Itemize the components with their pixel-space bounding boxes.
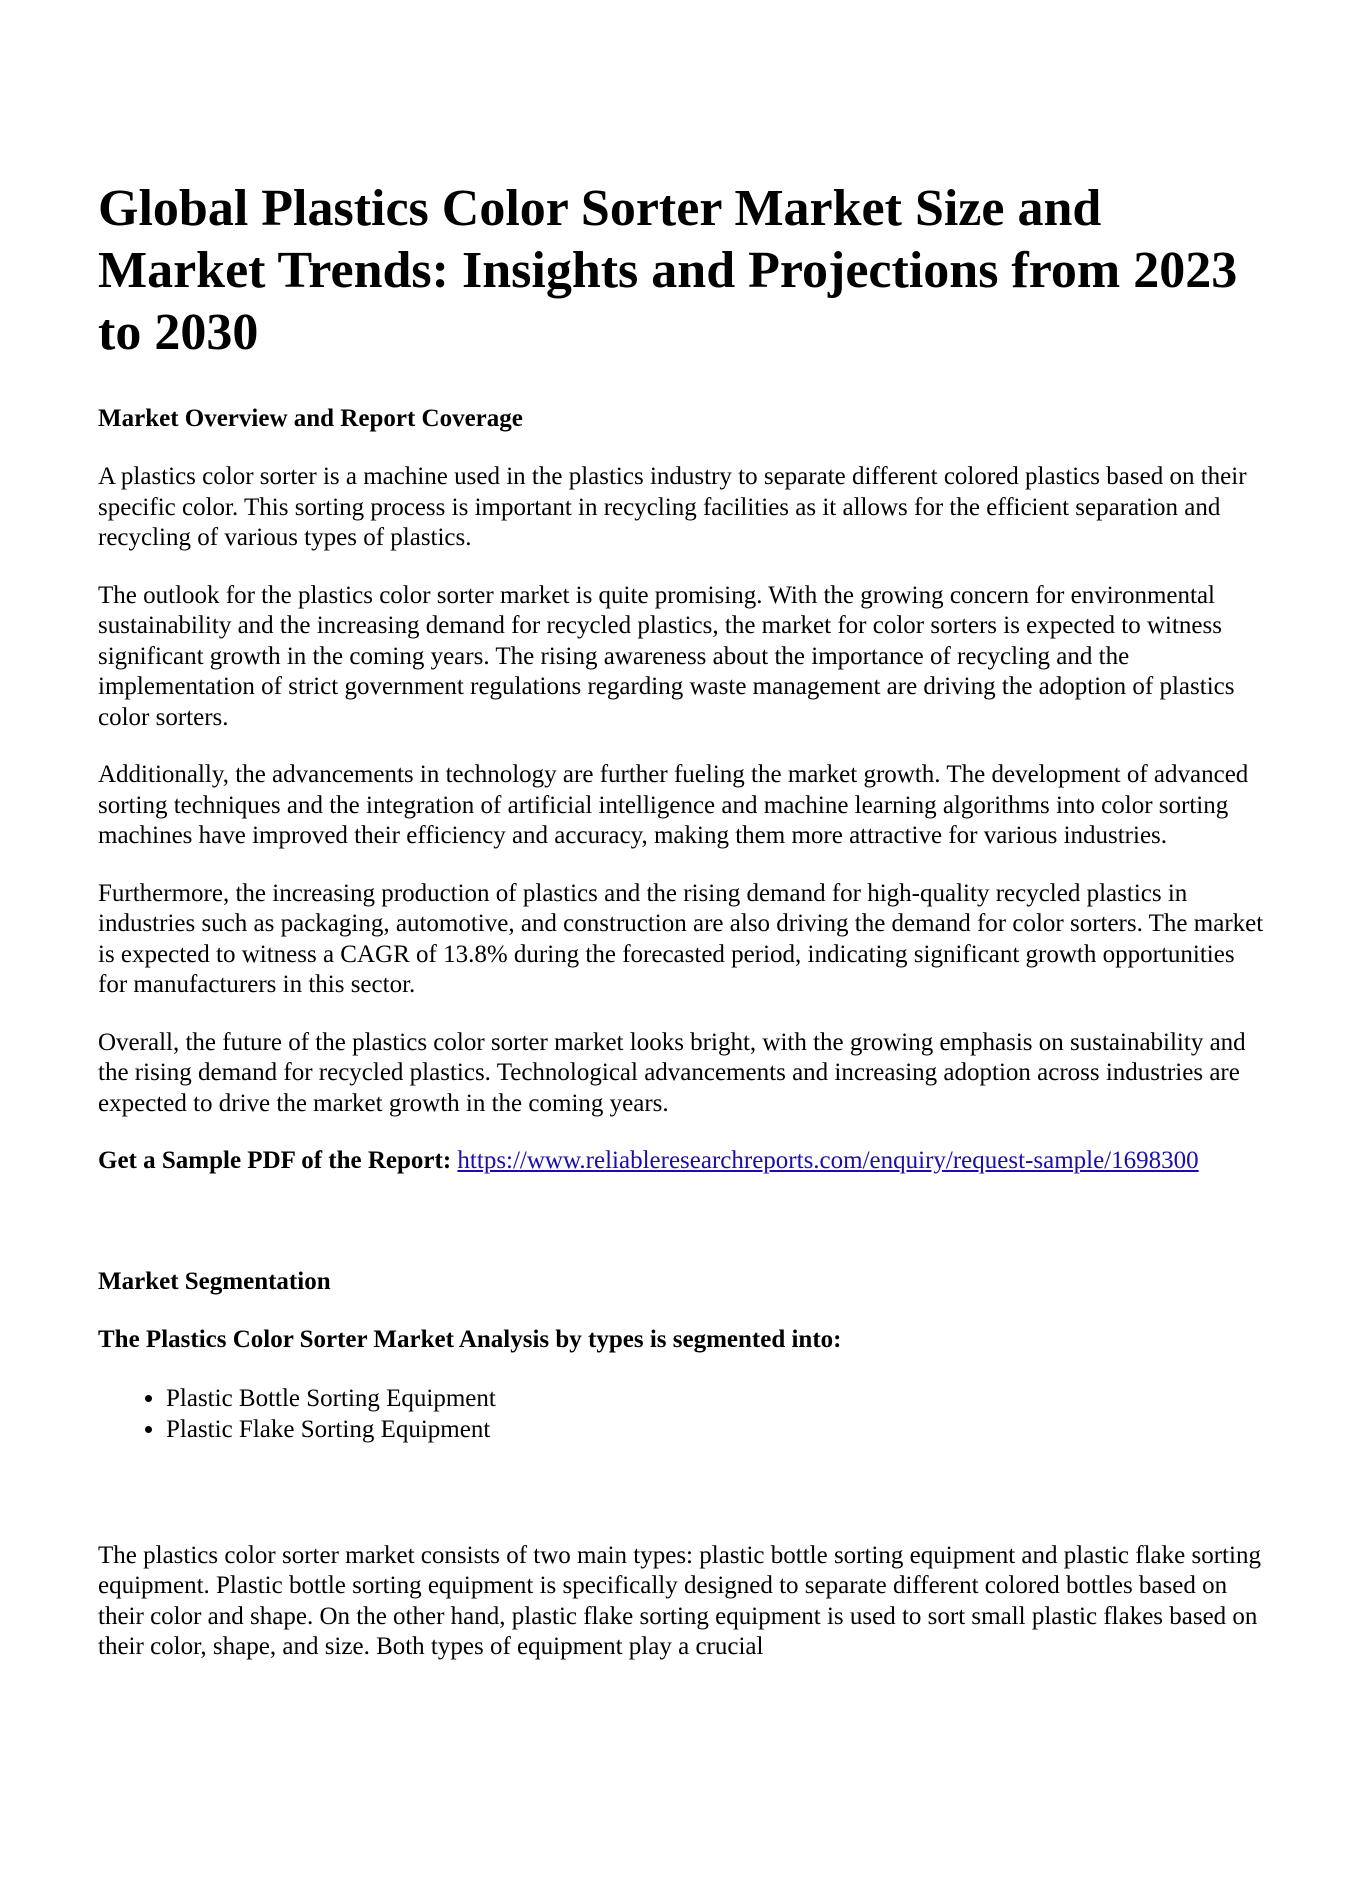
- list-item: • Plastic Bottle Sorting Equipment: [166, 1383, 1268, 1414]
- document-page: [98, 178, 1268, 1690]
- overview-paragraph-3: Additionally, the advancements in technology are further fueling the market growth. The development of advanced sorting techniques and the integration of artificial intelligence and machine learning algorithms into color sorting machines have improved their efficiency and accuracy, making them more attractive for various industries.: [98, 761, 1249, 849]
- sample-pdf-label: Get a Sample PDF of the Report:: [98, 1147, 452, 1174]
- list-item: • Plastic Flake Sorting Equipment: [166, 1414, 1268, 1445]
- overview-paragraph-5: Overall, the future of the plastics color sorter market looks bright, with the growing emphasis on sustainability and the rising demand for recycled plastics. Technological advancements and increasing adoption across industries are expected to drive the market growth in the coming years.: [98, 1028, 1246, 1117]
- page-title: Global Plastics Color Sorter Market Size and Market Trends: Insights and Projections from 2023 to 2030: [98, 180, 1238, 361]
- overview-paragraph-1: A plastics color sorter is a machine used in the plastics industry to separate different colored plastics based on their specific color. This sorting process is important in recycling facilities as it allows for the efficient separation and recycling of various types of plastics.: [98, 463, 1247, 551]
- sample-pdf-line: [98, 1146, 1268, 1177]
- spacer: [98, 1177, 1268, 1267]
- types-paragraph: The plastics color sorter market consists of two main types: plastic bottle sorting equipment and plastic flake sorting equipment. Plastic bottle sorting equipment is specifically designed to separate different colored bottles based on their color and shape. On the other hand, plastic flake sorting equipment is used to sort small plastic flakes based on their color, shape, and size. Both types of equipment play a crucial: [98, 1541, 1261, 1660]
- sample-pdf-link[interactable]: https://www.reliableresearchreports.com/enquiry/request-sample/1698300: [457, 1147, 1199, 1174]
- overview-heading: Market Overview and Report Coverage: [98, 405, 523, 432]
- segmentation-heading: Market Segmentation: [98, 1267, 331, 1295]
- types-list: [98, 1383, 1268, 1445]
- types-heading: The Plastics Color Sorter Market Analysis by types is segmented into:: [98, 1325, 842, 1353]
- overview-paragraph-2: The outlook for the plastics color sorter market is quite promising. With the growing concern for environmental sustainability and the increasing demand for recycled plastics, the market for color sorters is expected to witness significant growth in the coming years. The rising awareness about the importance of recycling and the implementation of strict government regulations regarding waste management are driving the adoption of plastics color sorters.: [98, 581, 1235, 731]
- spacer: [98, 1445, 1268, 1541]
- overview-paragraph-4: Furthermore, the increasing production of plastics and the rising demand for high-quality recycled plastics in industries such as packaging, automotive, and construction are also driving the demand for color sorters. The market is expected to witness a CAGR of 13.8% during the forecasted period, indicating significant growth opportunities for manufacturers in this sector.: [98, 879, 1264, 998]
